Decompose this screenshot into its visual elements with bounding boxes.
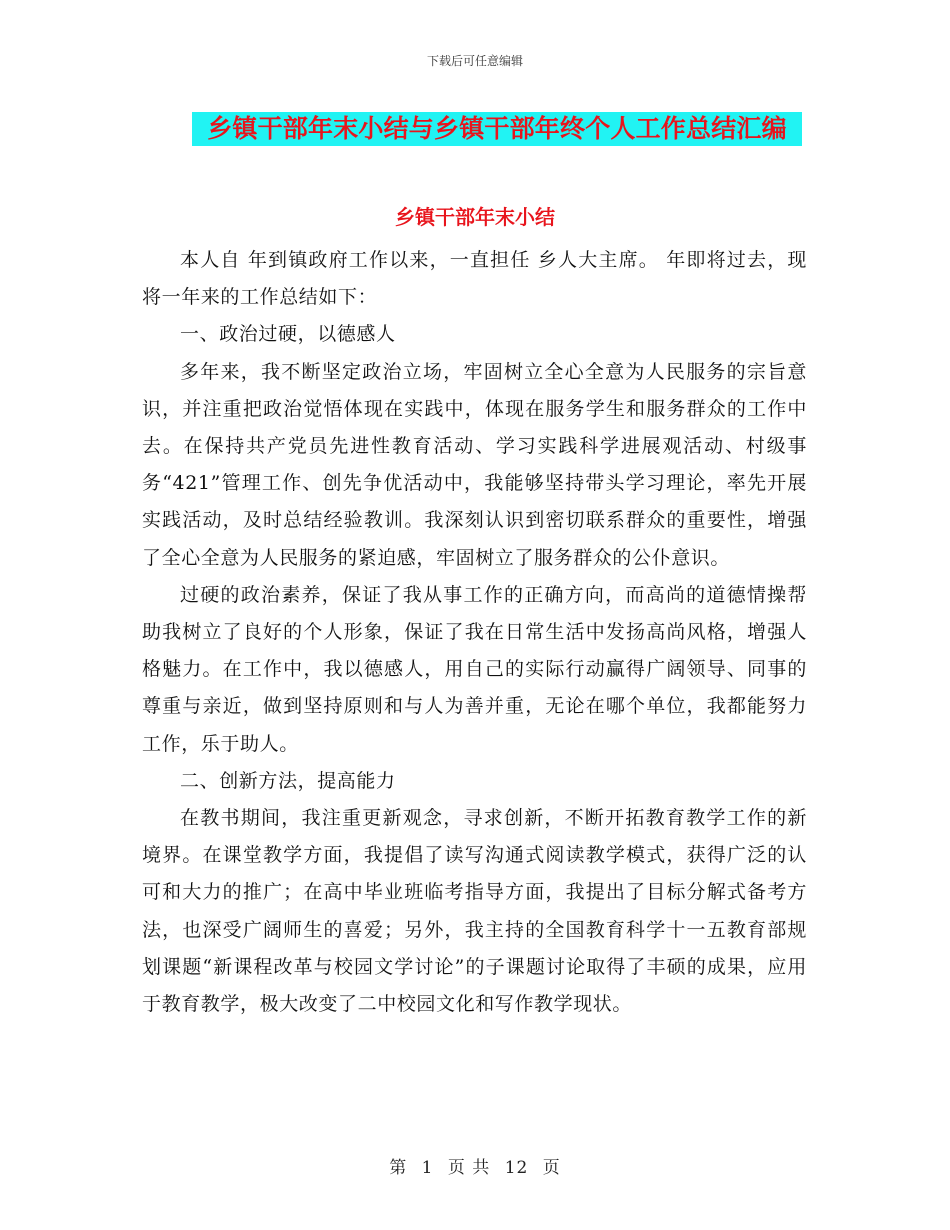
paragraph-politics: 多年来，我不断坚定政治立场，牢固树立全心全意为人民服务的宗旨意识，并注重把政治觉悟体现在实践中，体现在服务学生和服务群众的工作中去。在保持共产党员先进性教育活动、学习实践科学进展观活动、村级事务“421”管理工作、创先争优活动中，我能够坚持带头学习理论，率先开展实践活动，及时总结经验教训。我深刻认识到密切联系群众的重要性，增强了全心全意为人民服务的紧迫感，牢固树立了服务群众的公仆意识。	[142, 360, 807, 569]
heading-politics: 一、政治过硬，以德感人	[180, 323, 396, 346]
page-footer	[0, 1153, 950, 1178]
heading-innovation: 二、创新方法，提高能力	[180, 769, 396, 792]
section-title: 乡镇干部年末小结	[395, 205, 555, 229]
paragraph-morality: 过硬的政治素养，保证了我从事工作的正确方向，而高尚的道德情操帮助我树立了良好的个人形象，保证了我在日常生活中发扬高尚风格，增强人格魅力。在工作中，我以德感人，用自己的实际行动赢得广阔领导、同事的尊重与亲近，做到坚持原则和与人为善并重，无论在哪个单位，我都能努力工作，乐于助人。	[142, 583, 807, 755]
footer-suffix: 页	[542, 1158, 561, 1178]
footer-mid: 页 共	[447, 1158, 491, 1178]
document-main-title: 乡镇干部年末小结与乡镇干部年终个人工作总结汇编	[207, 114, 787, 143]
paragraph-innovation: 在教书期间，我注重更新观念，寻求创新，不断开拓教育教学工作的新境界。在课堂教学方面，我提倡了读写沟通式阅读教学模式，获得广泛的认可和大力的推广；在高中毕业班临考指导方面，我提出了目标分解式备考方法，也深受广阔师生的喜爱；另外，我主持的全国教育科学十一五教育部规划课题“新课程改革与校园文学讨论”的子课题讨论取得了丰硕的成果，应用于教育教学，极大改变了二中校园文化和写作教学现状。	[142, 807, 807, 1016]
footer-prefix: 第	[389, 1158, 408, 1178]
footer-current-page: 1	[421, 1158, 434, 1178]
main-title-highlight	[192, 112, 802, 146]
document-body	[142, 242, 807, 1023]
page-header-note: 下载后可任意编辑	[426, 54, 523, 68]
footer-total-pages: 12	[504, 1158, 529, 1178]
paragraph-intro: 本人自 年到镇政府工作以来，一直担任 乡人大主席。 年即将过去，现将一年来的工作总结如下：	[142, 249, 807, 309]
